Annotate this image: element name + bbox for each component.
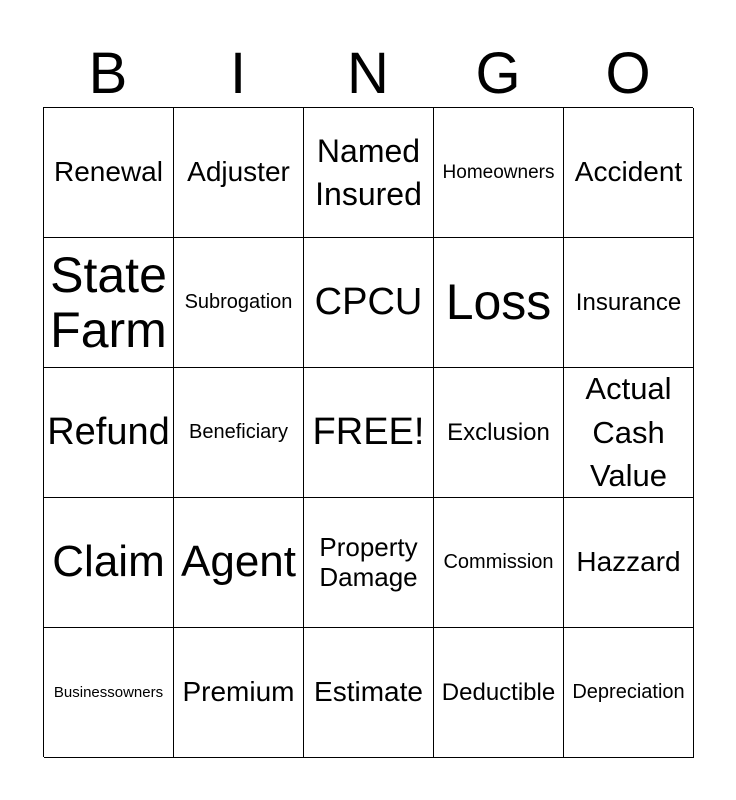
cell-text: Insurance — [575, 288, 682, 316]
bingo-cell[interactable] — [174, 498, 304, 628]
bingo-cell[interactable] — [44, 108, 174, 238]
bingo-board — [43, 107, 693, 757]
cell-text: CPCU — [314, 280, 423, 323]
bingo-cell[interactable] — [44, 498, 174, 628]
bingo-cell[interactable] — [44, 238, 174, 368]
bingo-cell[interactable] — [174, 368, 304, 498]
bingo-cell[interactable] — [564, 108, 694, 238]
cell-text: Estimate — [314, 676, 423, 708]
bingo-cell[interactable] — [304, 498, 434, 628]
cell-text: State Farm — [50, 246, 167, 358]
bingo-cell free-space[interactable] — [304, 368, 434, 498]
cell-text: Hazzard — [576, 546, 681, 578]
cell-text: Exclusion — [447, 418, 550, 446]
cell-text: Businessowners — [53, 683, 164, 701]
bingo-cell[interactable] — [434, 108, 564, 238]
bingo-header — [43, 40, 693, 108]
cell-text: Homeowners — [442, 161, 555, 183]
header-letter-g: G — [475, 41, 521, 106]
cell-text: Loss — [445, 274, 552, 330]
cell-text: Refund — [47, 410, 170, 453]
bingo-cell[interactable] — [44, 628, 174, 758]
bingo-cell[interactable] — [304, 238, 434, 368]
bingo-cell[interactable] — [434, 628, 564, 758]
cell-text: Depreciation — [572, 681, 685, 703]
bingo-cell[interactable] — [174, 108, 304, 238]
bingo-cell[interactable] — [174, 238, 304, 368]
bingo-cell[interactable] — [434, 368, 564, 498]
cell-text: Beneficiary — [189, 421, 288, 443]
bingo-cell[interactable] — [44, 368, 174, 498]
cell-text: Renewal — [54, 156, 163, 188]
header-letter-b: B — [88, 41, 128, 106]
header-letter-n: N — [347, 41, 389, 106]
cell-text: Adjuster — [187, 156, 290, 188]
cell-text: Premium — [182, 676, 295, 708]
cell-text: Deductible — [441, 678, 556, 706]
bingo-cell[interactable] — [304, 628, 434, 758]
bingo-cell[interactable] — [434, 238, 564, 368]
cell-text: FREE! — [312, 410, 425, 453]
bingo-cell[interactable] — [564, 368, 694, 498]
header-letter-i: I — [229, 41, 247, 106]
cell-text: Subrogation — [184, 291, 293, 313]
cell-text: Property Damage — [319, 531, 418, 592]
bingo-cell[interactable] — [174, 628, 304, 758]
bingo-cell[interactable] — [564, 628, 694, 758]
bingo-cell[interactable] — [304, 108, 434, 238]
header-letter-o: O — [605, 41, 651, 106]
cell-text: Named Insured — [315, 132, 422, 212]
bingo-cell[interactable] — [564, 498, 694, 628]
cell-text: Claim — [52, 537, 165, 587]
cell-text: Commission — [443, 551, 554, 573]
cell-text: Actual Cash Value — [585, 371, 672, 494]
bingo-cell[interactable] — [434, 498, 564, 628]
cell-text: Agent — [181, 537, 296, 587]
bingo-cell[interactable] — [564, 238, 694, 368]
cell-text: Accident — [574, 156, 683, 188]
